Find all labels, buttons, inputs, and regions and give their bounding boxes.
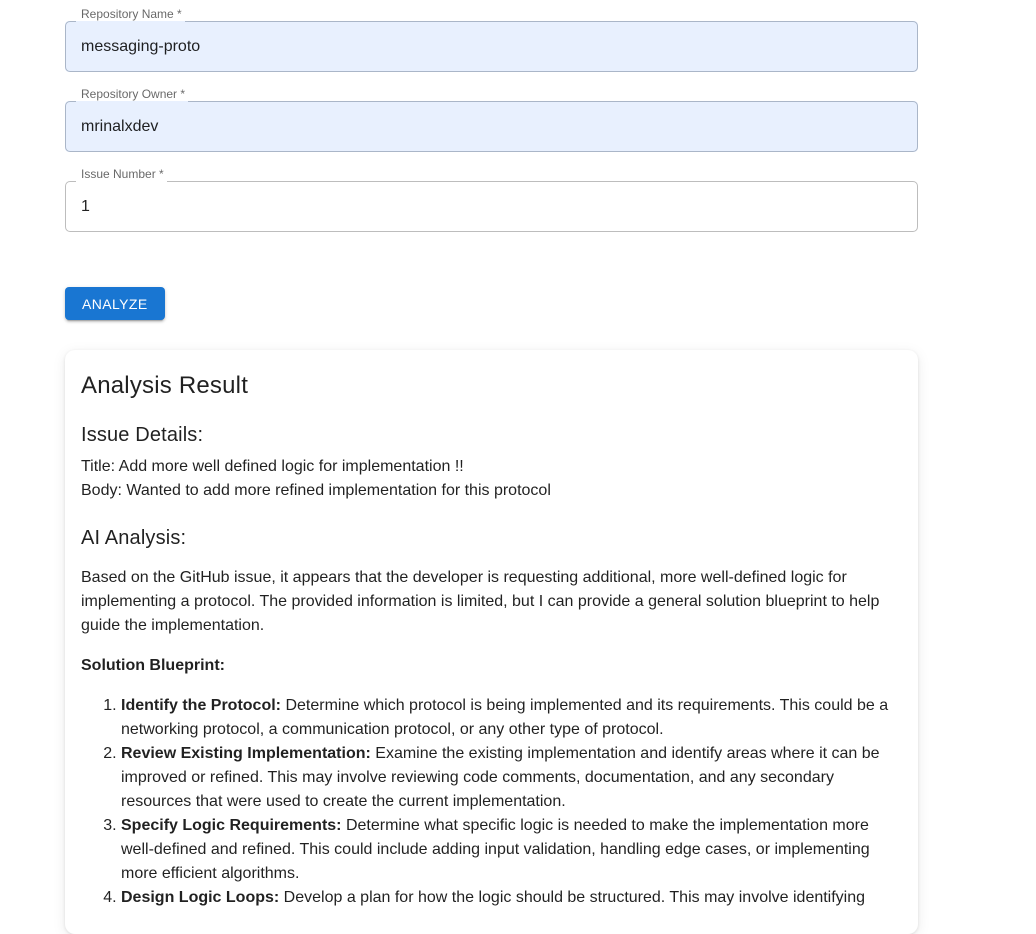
solution-step-3-title: Specify Logic Requirements:: [121, 817, 342, 834]
issue-body-line: Body: Wanted to add more refined implementation for this protocol: [81, 482, 551, 499]
solution-step-4-title: Design Logic Loops:: [121, 889, 280, 906]
solution-step-2-text: Examine the existing implementation and identify areas where it can be improved or refined. This may involve reviewing code comments, documentation, and any secondary resources that were used to create the current implementation.: [121, 745, 880, 810]
ai-analysis-intro: Based on the GitHub issue, it appears that the developer is requesting additional, more well-defined logic for implementing a protocol. The provided information is limited, but I can provide a general solution blueprint to help guide the implementation.: [81, 569, 880, 634]
solution-step-3: [121, 814, 902, 886]
solution-steps-list: [81, 694, 902, 910]
analysis-result-title: Analysis Result: [81, 372, 249, 399]
repository-owner-input[interactable]: [65, 101, 918, 152]
solution-step-4-text: Develop a plan for how the logic should be structured. This may involve identifying: [283, 889, 866, 906]
page-content: [65, 0, 918, 934]
issue-number-label: Issue Number *: [81, 167, 164, 181]
analyze-button[interactable]: ANALYZE: [65, 287, 165, 320]
issue-number-field: [65, 167, 918, 232]
repository-name-field: [65, 7, 918, 72]
issue-title-line: Title: Add more well defined logic for implementation !!: [81, 458, 464, 475]
solution-step-1-text: Determine which protocol is being implemented and its requirements. This could be a networking protocol, a communication protocol, or any other type of protocol.: [121, 697, 889, 738]
issue-details-heading: Issue Details:: [81, 424, 204, 446]
solution-step-3-text: Determine what specific logic is needed to make the implementation more well-defined and refined. This could include adding input validation, handling edge cases, or implementing more efficient algorithms.: [121, 817, 870, 882]
solution-step-2-title: Review Existing Implementation:: [121, 745, 371, 762]
repository-name-input[interactable]: [65, 21, 918, 72]
solution-step-4: [121, 886, 902, 910]
ai-analysis-heading: AI Analysis:: [81, 527, 187, 549]
solution-step-1-title: Identify the Protocol:: [121, 697, 281, 714]
repository-name-label: Repository Name *: [81, 7, 182, 21]
solution-step-2: [121, 742, 902, 814]
repository-owner-label: Repository Owner *: [81, 87, 186, 101]
solution-step-1: [121, 694, 902, 742]
solution-blueprint-heading: Solution Blueprint:: [81, 657, 225, 674]
issue-number-input[interactable]: [65, 181, 918, 232]
analysis-result-card: [65, 350, 918, 934]
repository-owner-field: [65, 87, 918, 152]
